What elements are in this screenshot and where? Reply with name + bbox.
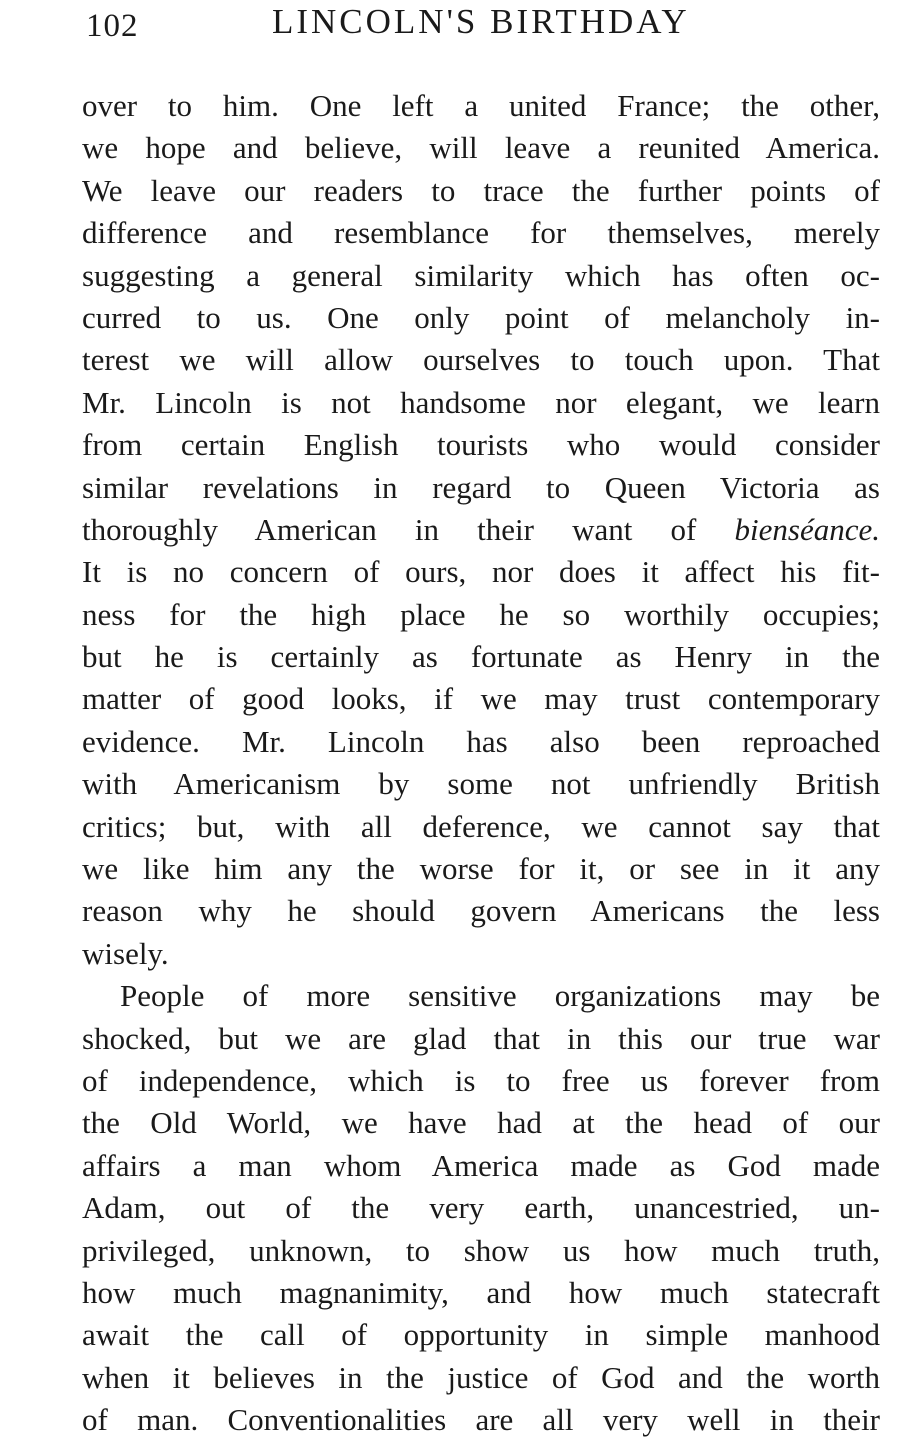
running-head	[0, 2, 900, 52]
text-line: when it believes in the justice of God and the worth	[82, 1359, 880, 1395]
text-line: we like him any the worse for it, or see in it any	[82, 851, 880, 887]
text-line: terest we will allow ourselves to touch upon. That	[82, 342, 880, 378]
text-line: curred to us. One only point of melancholy in-	[82, 299, 880, 335]
text-line: reason why he should govern Americans the less	[82, 893, 880, 929]
text-line: affairs a man whom America made as God made	[82, 1147, 880, 1183]
paragraph-end-line: wisely.	[82, 935, 169, 971]
text-line-segment: thoroughly American in their want of	[82, 511, 697, 547]
text-line-with-italic	[82, 509, 880, 551]
italic-word: bienséance.	[734, 511, 881, 547]
text-line: with Americanism by some not unfriendly British	[82, 766, 880, 802]
text-line: how much magnanimity, and how much statecraft	[82, 1274, 880, 1310]
text-line: we hope and believe, will leave a reunited America.	[82, 130, 880, 166]
text-line: privileged, unknown, to show us how much truth,	[82, 1232, 880, 1268]
text-line: Adam, out of the very earth, unancestried, un-	[82, 1190, 880, 1226]
text-line: of man. Conventionalities are all very well in their	[82, 1402, 880, 1438]
text-line: It is no concern of ours, nor does it affect his fit-	[82, 554, 880, 590]
text-line: from certain English tourists who would consider	[82, 427, 880, 463]
text-line: similar revelations in regard to Queen Victoria as	[82, 469, 880, 505]
body-text	[82, 85, 880, 1442]
text-line: ness for the high place he so worthily occupies;	[82, 596, 880, 632]
text-line: We leave our readers to trace the further points of	[82, 172, 880, 208]
page-number: 102	[86, 8, 139, 44]
text-line: of independence, which is to free us forever from	[82, 1062, 880, 1098]
text-line: suggesting a general similarity which has often oc-	[82, 257, 880, 293]
running-title: LINCOLN'S BIRTHDAY	[272, 2, 690, 41]
text-line: the Old World, we have had at the head of our	[82, 1105, 880, 1141]
text-line: await the call of opportunity in simple manhood	[82, 1317, 880, 1353]
text-line: but he is certainly as fortunate as Henry in the	[82, 639, 880, 675]
text-line: critics; but, with all deference, we cannot say that	[82, 808, 880, 844]
text-line: over to him. One left a united France; the other,	[82, 88, 880, 123]
text-line: evidence. Mr. Lincoln has also been reproached	[82, 723, 880, 759]
text-line: matter of good looks, if we may trust contemporary	[82, 681, 880, 717]
text-line: Mr. Lincoln is not handsome nor elegant, we learn	[82, 384, 880, 420]
text-line: shocked, but we are glad that in this our true war	[82, 1020, 880, 1056]
paragraph-start-line: People of more sensitive organizations may be	[120, 978, 880, 1014]
text-line: difference and resemblance for themselves, merely	[82, 215, 880, 251]
